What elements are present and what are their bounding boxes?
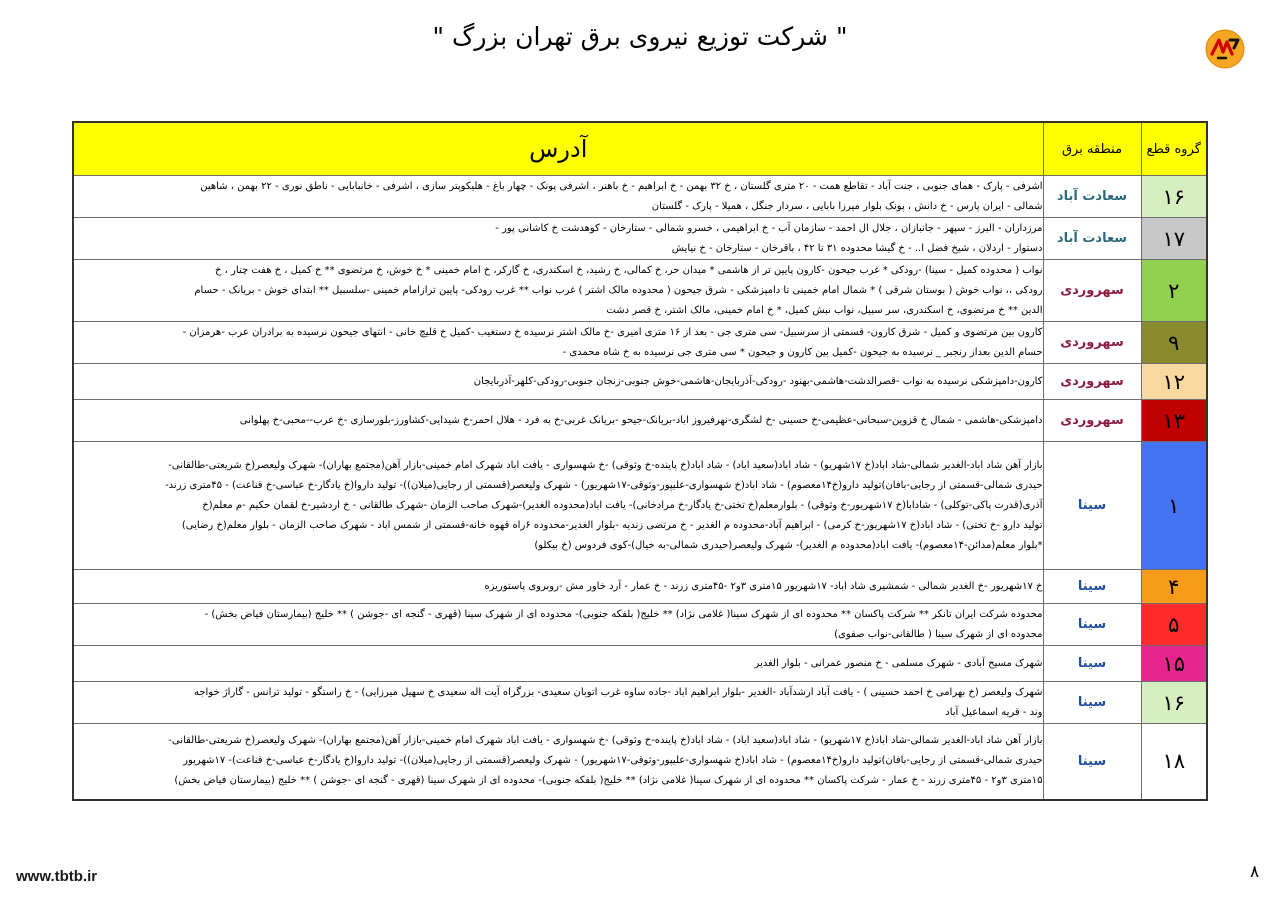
- address-line: ۱۵متری ۳و۲ - ۴۵متری زرند - خ عمار - شرکت پاکسان ** محدوده ای از شهرک سینا( غلامی نژاد) ** خلیج( بلفکه جنوبی)- محدوده ای از شهرک سینا (قهری - گنجه ای -جوشن ) ** خلیج (بیمارستان فیاض بخش): [174, 775, 1043, 787]
- outage-schedule-table: [72, 121, 1208, 801]
- address-line: محدوده ای از شهرک سینا ( طالقانی-نواب صفوی): [834, 628, 1043, 640]
- address-line: شمالی - ایران پارس - خ دانش ، پونک بلوار میرزا بابایی ، سردار جنگل ، همیلا - پارک - گلستان: [651, 200, 1043, 212]
- group-number: ۱۷: [1141, 218, 1207, 260]
- region-name: سینا: [1043, 646, 1141, 682]
- logo-icon: [1204, 28, 1246, 70]
- table-row: [73, 570, 1207, 604]
- address-cell: [73, 724, 1043, 800]
- group-number: ۹: [1141, 322, 1207, 364]
- region-name: سینا: [1043, 570, 1141, 604]
- group-number: ۱۲: [1141, 364, 1207, 400]
- table-row: [73, 218, 1207, 260]
- table-row: [73, 604, 1207, 646]
- address-line: حیدری شمالی-قسمتی از رجایی-بافان)تولید دارو(خ۱۴معصوم) - شاد اباد(خ شهسواری-علیپور-وثوقی-۱۷شهریور) - شهرک ولیعصر(قسمتی از رجایی(میلان))- تولید داروا(خ یادگار-خ عباسی-خ قناعت) - ۴۵متری زرند-: [165, 479, 1043, 491]
- table-row: [73, 646, 1207, 682]
- address-line: آذری(قدرت پاکی-توکلی) - شادابا(خ ۱۷شهریور-خ وثوقی) - بلوارمعلم(خ تختی-خ یادگار-خ مرادخانی)- یافت اباد(محدوده الغدیر)-شهرک صاحب الزمان -شهرک طالقانی - خ اردشیر-خ لقمان حکیم -م معلم(خ: [202, 499, 1043, 511]
- address-line: کارون-دامپزشکی نرسیده به نواب -قصرالدشت-هاشمی-بهنود -رودکی-آذربایجان-هاشمی-خوش جنوبی-زنجان جنوبی-رودکی-کلهر-آذربایجان: [473, 375, 1043, 387]
- page-title: " شرکت توزیع نیروی برق تهران بزرگ ": [432, 22, 848, 51]
- address-line: کارون بین مرتضوی و کمیل - شرق کارون- قسمتی از سرسبیل- سی متری جی - بعد از ۱۶ متری امیری -خ مالک اشتر نرسیده خ دستغیب -کمیل خ قلیچ خانی - انتهای جیحون نرسیده به برادران عرب -هرمزان -: [182, 326, 1043, 338]
- address-cell: [73, 400, 1043, 442]
- group-number: ۴: [1141, 570, 1207, 604]
- region-name: سعادت آباد: [1043, 176, 1141, 218]
- address-line: مرزداران - البرز - سپهر - جانبازان ، جلال ال احمد - سازمان آب - خ ابراهیمی ، خسرو شمالی - ستارخان - کوهدشت خ کاشانی پور -: [495, 222, 1043, 234]
- address-line: دامپزشکی-هاشمی - شمال خ قزوین-سبحانی-عظیمی-خ حسینی -خ لشگری-نهرفیروز اباد-بریانک-جیحو -بریانک غربی-خ به فرد - هلال احمر-خ شیدایی-کشاورز-بلورسازی -خ عرب--محبی-خ پهلوانی: [239, 414, 1043, 426]
- region-name: سینا: [1043, 442, 1141, 570]
- address-line: *بلوار معلم(مدائن-۱۴معصوم)- یافت اباد(محدوده م الغدیر)- شهرک ولیعصر(حیدری شمالی-به خیال)-کوی فردوس (خ بیکلو): [534, 539, 1043, 551]
- region-name: سینا: [1043, 604, 1141, 646]
- group-number: ۱۶: [1141, 682, 1207, 724]
- address-line: اشرفی - پارک - همای جنوبی ، جنت آباد - تقاطع همت - ۲۰ متری گلستان ، خ ۳۲ بهمن - خ ابراهیم - خ باهنر ، اشرفی پونک - چهار باغ - هلیکوپتر سازی ، اشرفی - خانبابایی - ناطق نوری - ۲۲ بهمن ، شاهین: [200, 180, 1043, 192]
- table-row: [73, 682, 1207, 724]
- address-line: خ ۱۷شهریور -خ الغدیر شمالی - شمشیری شاد اباد- ۱۷شهریور ۱۵متری ۳و۲ -۴۵متری زرند - خ عمار - آرد خاور مش -روبروی پاستوریزه: [484, 580, 1043, 592]
- region-name: سهروردی: [1043, 260, 1141, 322]
- table-row: [73, 176, 1207, 218]
- table-row: [73, 322, 1207, 364]
- address-cell: [73, 604, 1043, 646]
- address-cell: [73, 176, 1043, 218]
- region-name: سهروردی: [1043, 400, 1141, 442]
- table-row: [73, 400, 1207, 442]
- group-number: ۲: [1141, 260, 1207, 322]
- group-number: ۱۵: [1141, 646, 1207, 682]
- address-line: دستوار - اردلان ، شیخ فضل ا.. - خ گیشا محدوده ۳۱ تا ۴۲ ، باقرخان - ستارخان - خ نیایش: [671, 242, 1043, 254]
- page-number: ۸: [1250, 862, 1260, 882]
- company-logo: [1204, 28, 1246, 70]
- header-region: منطقه برق: [1043, 122, 1141, 176]
- address-line: حسام الدین بعداز رنجبر _ نرسیده به جیحون -کمیل بین کارون و جیحون * سی متری جی نرسیده به خ شاه محمدی -: [562, 346, 1043, 358]
- address-line: محدوده شرکت ایران تانکر ** شرکت پاکسان ** محدوده ای از شهرک سینا( غلامی نژاد) ** خلیج( بلفکه جنوبی)- محدوده ای از شهرک سینا (قهری - گنجه ای -جوشن ) ** خلیج (بیمارستان فیاض بخش) -: [204, 608, 1043, 620]
- address-cell: [73, 364, 1043, 400]
- address-cell: [73, 322, 1043, 364]
- region-name: سینا: [1043, 724, 1141, 800]
- group-number: ۱۶: [1141, 176, 1207, 218]
- group-number: ۱۸: [1141, 724, 1207, 800]
- table-row: [73, 364, 1207, 400]
- footer-url[interactable]: www.tbtb.ir: [16, 868, 98, 885]
- address-line: بازار آهن شاد اباد-الغدیر شمالی-شاد اباد(خ ۱۷شهریو) - شاد اباد(سعید اباد) - شاد اباد(خ پاینده-خ وثوقی) -خ شهسواری - یافت اباد شهرک امام خمینی-بازار آهن(مجتمع بهاران)- شهرک ولیعصر(خ شریعتی-طالقانی-: [168, 735, 1043, 747]
- group-number: ۵: [1141, 604, 1207, 646]
- region-name: سینا: [1043, 682, 1141, 724]
- address-cell: [73, 260, 1043, 322]
- address-line: رودکی ،، نواب خوش ( بوستان شرقی ) * شمال امام خمینی تا دامپزشکی - شرق جیحون ( محدوده مالک اشتر ) غرب نواب ** غرب رودکی- پایین ترازامام خمینی -سلسبیل ** ابتدای خوش - بریانک - حسام: [194, 284, 1043, 296]
- group-number: ۱: [1141, 442, 1207, 570]
- address-line: نواب ( محدوده کمیل - سینا) -رودکی * غرب جیحون -کارون پایین تر از هاشمی * میدان حر، خ کمالی، خ رشید، خ اسکندری، خ گارکر، خ امام خمینی * خ خوش، خ مرتضوی ** خ کمیل ، خ هفت چنار ، خ: [215, 264, 1043, 276]
- region-name: سهروردی: [1043, 322, 1141, 364]
- address-line: شهرک ولیعصر (خ بهرامی خ احمد حسینی ) - یافت آباد ارشدآباد -الغدیر -بلوار ابراهیم اباد -جاده ساوه غرب اتوبان سعیدی- بزرگراه آیت اله سعیدی خ سهیل میرزایی) - خ راستگو - تولید ترانس - گاراژ خواجه: [194, 686, 1043, 698]
- address-line: بازار آهن شاد اباد-الغدیر شمالی-شاد اباد(خ ۱۷شهریو) - شاد اباد(سعید اباد) - شاد اباد(خ پاینده-خ وثوقی) -خ شهسواری - یافت اباد شهرک امام خمینی-بازار آهن(مجتمع بهاران)- شهرک ولیعصر(خ شریعتی-طالقانی-: [168, 459, 1043, 471]
- table-body: [73, 176, 1207, 800]
- address-cell: [73, 218, 1043, 260]
- address-cell: [73, 570, 1043, 604]
- table-header-row: [73, 122, 1207, 176]
- address-line: حیدری شمالی-قسمتی از رجایی-بافان)تولید دارو(خ۱۴معصوم) - شاد اباد(خ شهسواری-علیپور-وثوقی-۱۷شهریور) - شهرک ولیعصر(قسمتی از رجایی(میلان))- تولید داروا(خ یادگار-خ عباسی-خ قناعت)- ۱۷شهریور: [183, 755, 1043, 767]
- group-number: ۱۳: [1141, 400, 1207, 442]
- region-name: سهروردی: [1043, 364, 1141, 400]
- table-row: [73, 260, 1207, 322]
- table-row: [73, 442, 1207, 570]
- address-line: شهرک مسیح آبادی - شهرک مسلمی - خ منصور عمرانی - بلوار الغدیر: [754, 657, 1043, 669]
- address-line: الدین ** خ مرتضوی، خ اسکندری، سر سبیل، نواب نبش کمیل، * خ امام خمینی، مالک اشتر، خ قصر دشت: [606, 304, 1043, 316]
- address-cell: [73, 646, 1043, 682]
- table-row: [73, 724, 1207, 800]
- address-line: تولید دارو -خ تختی) - شاد اباد(خ ۱۷شهریور-خ کرمی) - ابراهیم آباد-محدوده م الغدیر - خ مرتضی زندیه -بلوار الغدیر-محدوده ۶راه قهوه خانه-قسمتی از شمس اباد - شهرک صاحب الزمان - بلوار معلم(خ رضایی): [181, 519, 1043, 531]
- header-address: آدرس: [73, 122, 1043, 176]
- header-group: گروه قطع: [1141, 122, 1207, 176]
- address-line: وند - قریه اسماعیل آباد: [945, 706, 1043, 718]
- address-cell: [73, 442, 1043, 570]
- region-name: سعادت آباد: [1043, 218, 1141, 260]
- address-cell: [73, 682, 1043, 724]
